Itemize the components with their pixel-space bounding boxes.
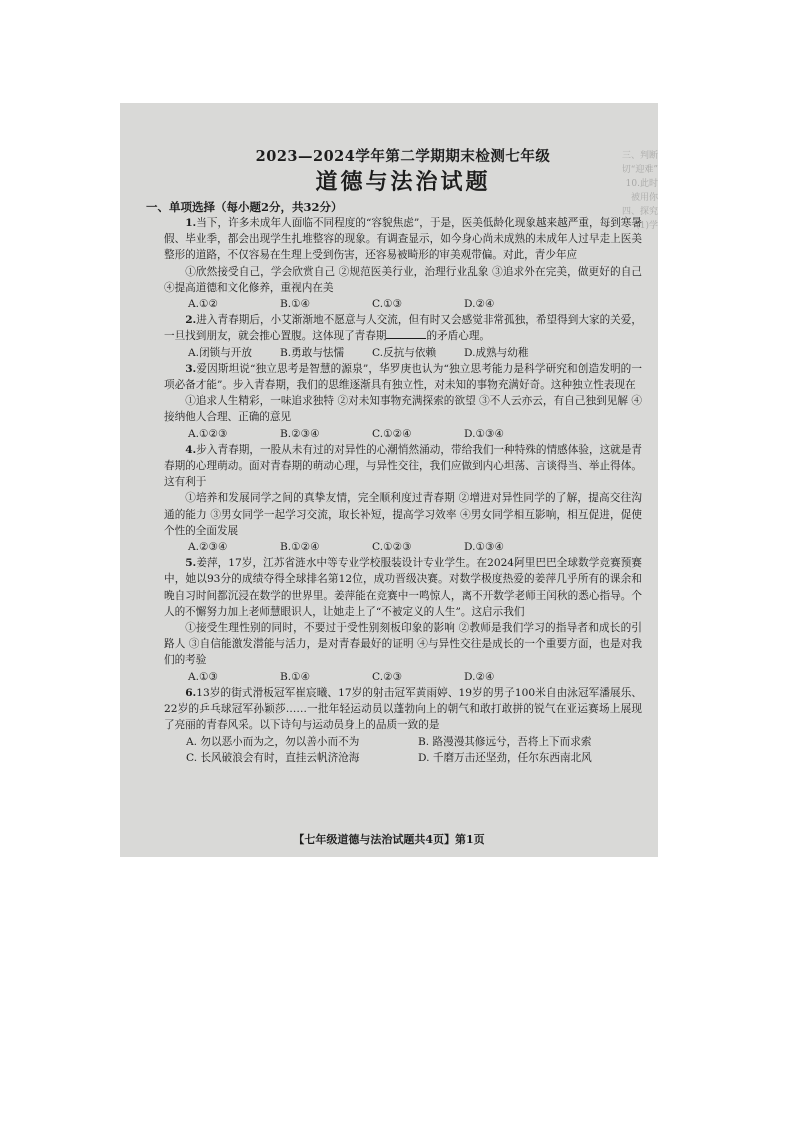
question-stem-end: 的矛盾心理。 (426, 330, 491, 343)
question-number: 2. (185, 314, 197, 327)
choice-a[interactable]: A.①②③ (188, 427, 228, 440)
question-4 (164, 442, 642, 491)
bleed-line: (1)学 (636, 221, 658, 231)
question-number: 5. (185, 557, 197, 570)
question-4-choices (164, 539, 642, 555)
section-heading: 一、单项选择（每小题2分，共32分） (146, 200, 343, 214)
choice-d[interactable]: D.成熟与幼稚 (464, 346, 529, 359)
question-number: 3. (185, 362, 197, 375)
bleed-line: 10.此时 (625, 179, 658, 189)
bleed-line: 三、判断 (621, 151, 658, 161)
choice-a[interactable]: A. 勿以恶小而为之，勿以善小而不为 (186, 735, 360, 748)
bleed-line: 四、探究 (621, 207, 658, 217)
question-number: 1. (185, 217, 197, 229)
choice-b[interactable]: B.勇敢与怯懦 (280, 346, 345, 359)
exam-subject: 道德与法治试题 (315, 169, 491, 195)
question-6-choices (164, 734, 642, 766)
question-3-choices (164, 426, 642, 442)
question-2 (164, 312, 642, 344)
choice-d[interactable]: D.②④ (464, 298, 495, 311)
question-stem: 当下，许多未成年人面临不同程度的“容貌焦虑”，于是，医美低龄化现象越来越严重，每到寒暑假、毕业季，都会出现学生扎堆整容的现象。有调查显示，如今身心尚未成熟的未成年人过早走上医美整形的道路，不仅容易在生理上受到伤害，还容易被畸形的审美观带偏。对此，青少年应 (164, 217, 642, 262)
choice-d[interactable]: D.①③④ (464, 541, 504, 554)
exam-content (146, 147, 642, 766)
answer-blank[interactable] (386, 328, 426, 339)
choice-b[interactable]: B. 路漫漫其修远兮，吾将上下而求索 (418, 735, 592, 748)
exam-paper-photo (120, 103, 658, 857)
question-1-choices (164, 296, 642, 312)
choice-b[interactable]: B.①④ (280, 670, 311, 683)
question-3 (164, 361, 642, 393)
question-number: 4. (185, 443, 197, 456)
question-2-choices (164, 345, 642, 361)
question-stem: 13岁的街式滑板冠军崔宸曦、17岁的射击冠军黄雨婷、19岁的男子100米自由泳冠军潘展乐、22岁的乒乓球冠军孙颖莎……一批年轻运动员以蓬勃向上的朝气和敢打敢拼的锐气在亚运赛场上展现了亮丽的青春风采。以下诗句与运动员身上的品质一致的是 (164, 686, 642, 732)
question-5 (164, 555, 642, 620)
choice-c[interactable]: C.①②④ (372, 427, 412, 440)
choice-a[interactable]: A.①③ (188, 670, 219, 683)
choice-a[interactable]: A.闭锁与开放 (188, 346, 252, 359)
choice-b[interactable]: B.①④ (280, 298, 311, 311)
question-4-options: ①培养和发展同学之间的真挚友情，完全顺利度过青春期 ②增进对异性同学的了解，提高交往沟通的能力 ③男女同学一起学习交流，取长补短，提高学习效率 ④男女同学相互影响，相互促进，促使个性的全面发展 (164, 492, 642, 537)
choice-d[interactable]: D. 千磨万击还坚劲，任尔东西南北风 (418, 751, 592, 764)
question-number: 6. (185, 686, 197, 699)
question-6 (164, 685, 642, 734)
bleed-line: 被用你 (630, 193, 658, 203)
choice-d[interactable]: D.②④ (464, 670, 495, 683)
question-stem: 姜萍，17岁，江苏省涟水中等专业学校服装设计专业学生。在2024阿里巴巴全球数学竞赛预赛中，她以93分的成绩夺得全球排名第12位，成功晋级决赛。对数学极度热爱的姜萍几乎所有的课余和晚自习时间都沉浸在数学的世界里。姜萍能在竞赛中一鸣惊人，离不开数学老师王闰秋的悉心指导。个人的不懈努力加上老师慧眼识人，让她走上了“不被定义的人生”。这启示我们 (164, 557, 642, 618)
choice-d[interactable]: D.①③④ (464, 427, 504, 440)
choice-c[interactable]: C. 长风破浪会有时，直挂云帆济沧海 (186, 751, 360, 764)
choice-c[interactable]: C.反抗与依赖 (372, 346, 437, 359)
choice-c[interactable]: C.①③ (372, 298, 403, 311)
question-5-choices (164, 669, 642, 685)
question-1-options: ①欣然接受自己，学会欣赏自己 ②规范医美行业，治理行业乱象 ③追求外在完美，做更好的自己 ④提高道德和文化修养，重视内在美 (164, 265, 642, 294)
exam-title: 2023—2024学年第二学期期末检测七年级 (255, 148, 551, 165)
question-stem: 步入青春期，一股从未有过的对异性的心潮悄然涌动，带给我们一种特殊的情感体验，这就是青春期的心理萌动。面对青春期的萌动心理，与异性交往，我们应做到内心坦荡、言谈得当、举止得体。这有利于 (164, 443, 642, 489)
choice-a[interactable]: A.①② (188, 298, 219, 311)
page-footer: 【七年级道德与法治试题共4页】第1页 (293, 833, 485, 846)
question-1 (164, 215, 642, 264)
question-5-options: ①接受生理性别的同时，不要过于受性别刻板印象的影响 ②教师是我们学习的指导者和成长的引路人 ③自信能激发潜能与活力，是对青春最好的证明 ④与异性交往是成长的一个重要方面，也是对我们的考验 (164, 622, 642, 667)
choice-b[interactable]: B.①②④ (280, 541, 320, 554)
choice-a[interactable]: A.②③④ (188, 541, 228, 554)
bleed-line: 切“迎难” (621, 165, 658, 175)
choice-b[interactable]: B.②③④ (280, 427, 320, 440)
choice-c[interactable]: C.②③ (372, 670, 403, 683)
question-stem: 进入青春期后，小艾渐渐地不愿意与人交流，但有时又会感觉非常孤独，希望得到大家的关爱，一旦找到朋友，就会推心置腹。这体现了青春期 (164, 314, 642, 343)
question-3-options: ①追求人生精彩，一味追求独特 ②对未知事物充满探索的欲望 ③不人云亦云，有自己独到见解 ④接纳他人合理、正确的意见 (164, 395, 642, 424)
question-stem: 爱因斯坦说“独立思考是智慧的源泉”，华罗庚也认为“独立思考能力是科学研究和创造发明的一项必备才能”。步入青春期，我们的思维逐渐具有独立性，对未知的事物充满好奇。这种独立性表现在 (164, 362, 642, 392)
choice-c[interactable]: C.①②③ (372, 541, 412, 554)
